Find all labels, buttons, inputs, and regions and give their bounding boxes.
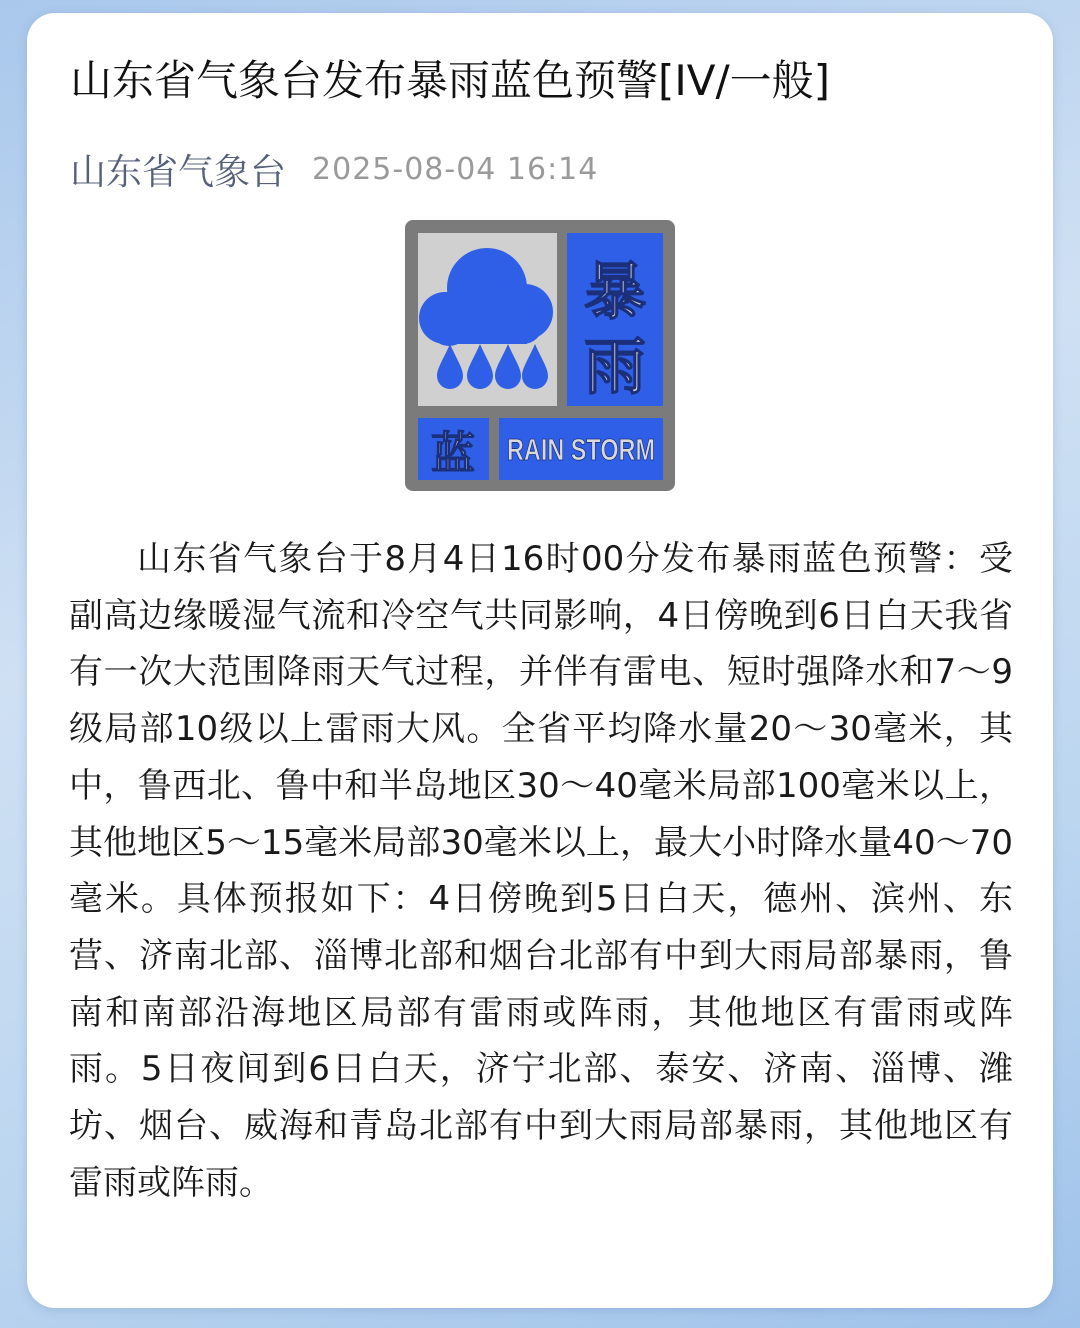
article-meta [70,144,598,194]
article-body: 山东省气象台于8月4日16时00分发布暴雨蓝色预警：受副高边缘暖湿气流和冷空气共同影响，4日傍晚到6日白天我省有一次大范围降雨天气过程，并伴有雷电、短时强降水和7～9级局部10级以上雷雨大风。全省平均降水量20～30毫米，其中，鲁西北、鲁中和半岛地区30～40毫米局部100毫米以上，其他地区5～15毫米局部30毫米以上，最大小时降水量40～70毫米。具体预报如下：4日傍晚到5日白天，德州、滨州、东营、济南北部、淄博北部和烟台北部有中到大雨局部暴雨，鲁南和南部沿海地区局部有雷雨或阵雨，其他地区有雷雨或阵雨。5日夜间到6日白天，济宁北部、泰安、济南、淄博、潍坊、烟台、威海和青岛北部有中到大雨局部暴雨，其他地区有雷雨或阵雨。 [69,539,1013,1203]
signal-char-2: 雨 [583,330,647,403]
signal-english-label: RAIN STORM [507,432,655,467]
signal-level-char: 蓝 [431,428,475,479]
rain-storm-warning-icon [405,220,675,491]
article-card [27,13,1053,1308]
publish-date: 2025-08-04 16:14 [312,151,599,187]
source-link[interactable]: 山东省气象台 [70,151,287,193]
signal-char-1: 暴 [583,255,647,328]
article-title: 山东省气象台发布暴雨蓝色预警[IV/一般] [70,56,831,105]
